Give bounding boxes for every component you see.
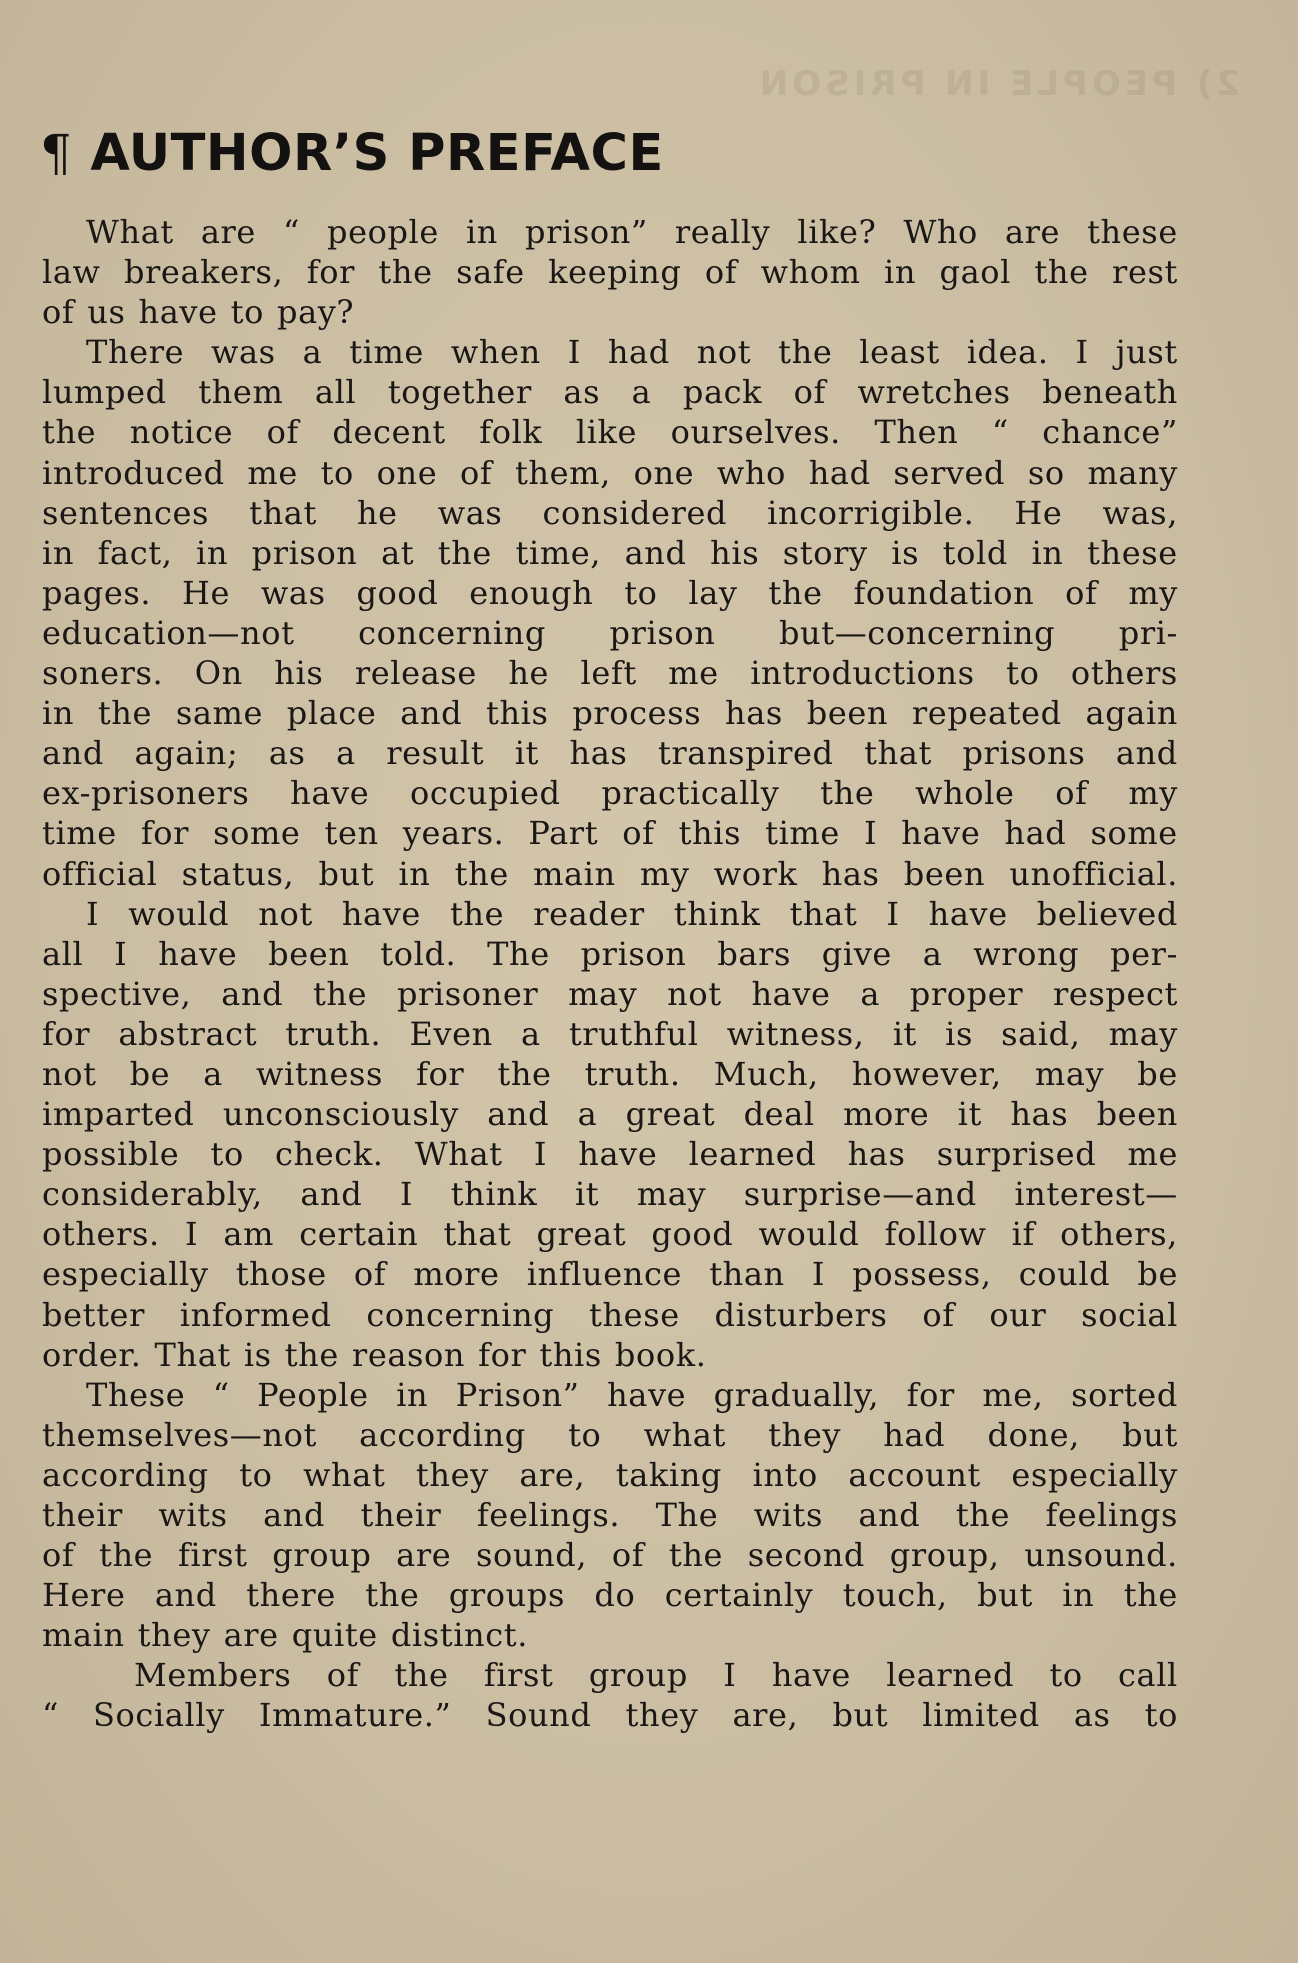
text-line: law breakers, for the safe keeping of whom in gaol the rest: [42, 253, 1178, 292]
text-line: and again; as a result it has transpired that prisons and: [42, 734, 1178, 773]
preface-body: [42, 212, 1178, 1736]
text-line: main they are quite distinct.: [42, 1616, 529, 1655]
text-line: pages. He was good enough to lay the foundation of my: [42, 573, 1178, 612]
text-line: possible to check. What I have learned has surprised me: [42, 1135, 1178, 1174]
text-line: Here and there the groups do certainly touch, but in the: [42, 1576, 1178, 1615]
text-line: their wits and their feelings. The wits and the feelings: [42, 1496, 1178, 1534]
text-line: spective, and the prisoner may not have a proper respect: [42, 974, 1178, 1013]
text-line: of the first group are sound, of the second group, unsound.: [42, 1536, 1178, 1575]
running-head-show-through: 2) PEOPLE IN PRISON: [755, 64, 1240, 104]
text-line: What are “ people in prison” really like? Who are these: [86, 213, 1178, 251]
text-line: of us have to pay?: [42, 293, 355, 332]
preface-heading: [40, 124, 664, 183]
text-line: the notice of decent folk like ourselves. Then “ chance”: [42, 413, 1178, 452]
text-line: especially those of more influence than I possess, could be: [42, 1255, 1178, 1294]
text-line: lumped them all together as a pack of wretches beneath: [42, 373, 1178, 412]
text-line: themselves—not according to what they had done, but: [42, 1415, 1178, 1454]
text-line: There was a time when I had not the least idea. I just: [86, 333, 1178, 372]
text-line: considerably, and I think it may surprise—and interest—: [42, 1175, 1178, 1214]
text-line: others. I am certain that great good would follow if others,: [42, 1215, 1178, 1254]
text-line: education—not concerning prison but—concerning pri-: [42, 613, 1178, 652]
text-line: soners. On his release he left me introductions to others: [42, 654, 1178, 693]
text-line: all I have been told. The prison bars give a wrong per-: [42, 934, 1178, 973]
text-line: official status, but in the main my work has been unofficial.: [42, 854, 1178, 893]
text-line: in the same place and this process has been repeated again: [42, 694, 1178, 733]
text-line: sentences that he was considered incorrigible. He was,: [42, 493, 1178, 532]
text-line: according to what they are, taking into account especially: [42, 1455, 1178, 1494]
text-line: introduced me to one of them, one who had served so many: [42, 453, 1178, 492]
pilcrow-mark: ¶: [40, 124, 73, 182]
text-line: order. That is the reason for this book.: [42, 1335, 707, 1374]
text-line: not be a witness for the truth. Much, however, may be: [42, 1054, 1178, 1093]
heading-title: AUTHOR’S PREFACE: [90, 124, 664, 183]
text-line: imparted unconsciously and a great deal more it has been: [42, 1095, 1178, 1134]
text-line: These “ People in Prison” have gradually, for me, sorted: [86, 1375, 1178, 1414]
text-line: for abstract truth. Even a truthful witness, it is said, may: [42, 1014, 1178, 1053]
text-line: ex-prisoners have occupied practically the whole of my: [42, 774, 1178, 813]
text-line: time for some ten years. Part of this time I have had some: [42, 814, 1178, 853]
text-line: in fact, in prison at the time, and his story is told in these: [42, 533, 1178, 572]
text-line: Members of the first group I have learned to call: [134, 1656, 1178, 1695]
text-line: better informed concerning these disturbers of our social: [42, 1295, 1178, 1334]
text-line: I would not have the reader think that I have believed: [86, 894, 1178, 933]
text-line: “ Socially Immature.” Sound they are, but limited as to: [42, 1696, 1178, 1735]
